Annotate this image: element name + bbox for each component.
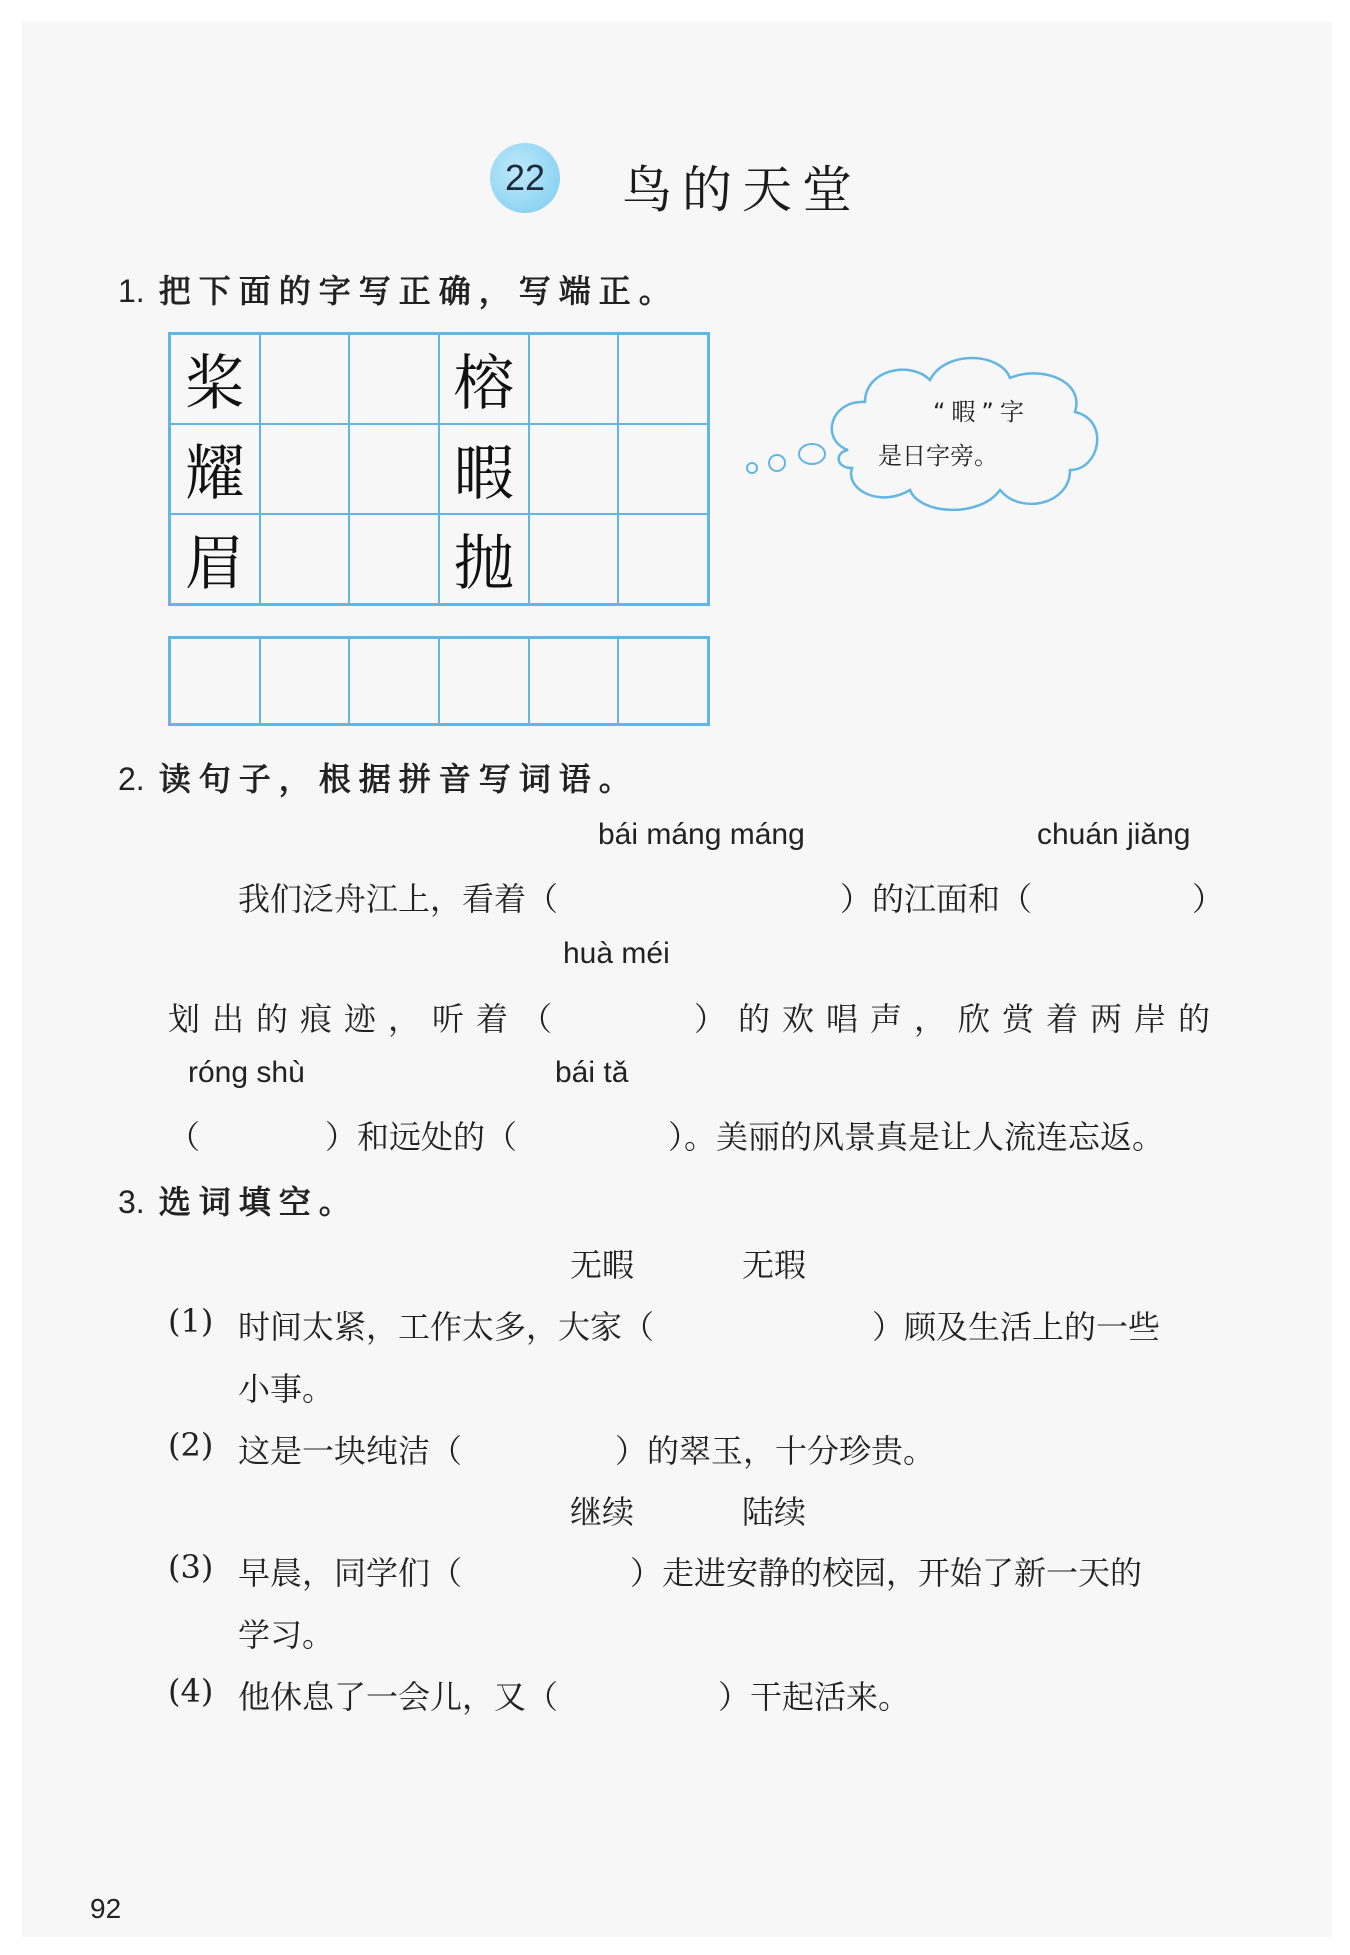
char-box: 榕 — [439, 334, 529, 424]
word-option-1: 无暇 — [570, 1246, 635, 1284]
question-1-prompt: 把下面的字写正确，写端正。 — [158, 272, 679, 310]
item-3-text-c: 学习。 — [238, 1616, 335, 1654]
blank-box[interactable] — [260, 638, 350, 724]
blank-box[interactable] — [260, 514, 350, 604]
item-1-text-c: 小事。 — [238, 1370, 335, 1408]
item-4-number: (4) — [168, 1672, 214, 1710]
question-2-number: 2. — [118, 761, 145, 797]
item-3-number: (3) — [168, 1548, 214, 1586]
pinyin-5: bái tǎ — [555, 1056, 629, 1089]
item-3-text-a: 早晨，同学们（ — [238, 1554, 463, 1592]
q2-line-2b: ）的欢唱声，欣赏着两岸的 — [694, 1000, 1223, 1038]
question-3-number: 3. — [118, 1184, 145, 1220]
blank-box[interactable] — [349, 514, 439, 604]
blank-box[interactable] — [529, 334, 619, 424]
blank-box[interactable] — [618, 334, 708, 424]
char-box: 眉 — [170, 514, 260, 604]
item-2-text-b: ）的翠玉，十分珍贵。 — [615, 1432, 936, 1470]
word-option-2: 无瑕 — [742, 1246, 807, 1284]
item-1-text-b: ）顾及生活上的一些 — [872, 1308, 1161, 1346]
pinyin-2: chuán jiǎng — [1037, 818, 1191, 851]
cloud-hint — [878, 390, 1030, 478]
q2-line-1c: ） — [1192, 880, 1225, 918]
word-option-3: 继续 — [570, 1493, 635, 1531]
blank-box[interactable] — [529, 638, 619, 724]
char-box: 暇 — [439, 424, 529, 514]
cloud-hint-line-2: 是日字旁。 — [878, 442, 998, 470]
blank-box[interactable] — [349, 424, 439, 514]
char-box: 桨 — [170, 334, 260, 424]
item-4-text-a: 他休息了一会儿，又（ — [238, 1678, 559, 1716]
cloud-hint-line-1: “暇”字 — [933, 398, 1030, 426]
blank-box[interactable] — [618, 424, 708, 514]
question-2-prompt: 读句子，根据拼音写词语。 — [158, 760, 639, 798]
pinyin-3: huà méi — [563, 937, 670, 970]
blank-box[interactable] — [349, 638, 439, 724]
question-3-prompt: 选词填空。 — [158, 1183, 359, 1221]
q2-line-1a: 我们泛舟江上，看着（ — [238, 880, 559, 918]
blank-box[interactable] — [618, 638, 708, 724]
q2-line-1b: ）的江面和（ — [840, 880, 1033, 918]
item-2-text-a: 这是一块纯洁（ — [238, 1432, 463, 1470]
question-3-heading — [118, 1177, 359, 1223]
q2-line-3c: ）。美丽的风景真是让人流连忘返。 — [668, 1118, 1165, 1156]
item-1-text-a: 时间太紧，工作太多，大家（ — [238, 1308, 655, 1346]
page-number: 92 — [90, 1893, 122, 1924]
writing-grid-extra — [168, 636, 710, 726]
blank-box[interactable] — [349, 334, 439, 424]
lesson-title: 鸟的天堂 — [622, 161, 862, 219]
blank-box[interactable] — [529, 514, 619, 604]
char-box: 抛 — [439, 514, 529, 604]
q2-line-2a: 划出的痕迹，听着（ — [168, 1000, 565, 1038]
pinyin-4: róng shù — [188, 1056, 305, 1089]
item-3-text-b: ）走进安静的校园，开始了新一天的 — [630, 1554, 1143, 1592]
item-1-number: (1) — [168, 1302, 214, 1340]
blank-box[interactable] — [170, 638, 260, 724]
question-1-heading — [118, 266, 679, 312]
word-option-4: 陆续 — [742, 1493, 807, 1531]
pinyin-1: bái máng máng — [598, 818, 805, 851]
writing-grid-main — [168, 332, 710, 606]
char-box: 耀 — [170, 424, 260, 514]
blank-box[interactable] — [260, 424, 350, 514]
item-4-text-b: ）干起活来。 — [718, 1678, 911, 1716]
item-2-number: (2) — [168, 1426, 214, 1464]
blank-box[interactable] — [439, 638, 529, 724]
q2-line-3a: （ — [168, 1118, 201, 1156]
blank-box[interactable] — [529, 424, 619, 514]
q2-line-3b: ）和远处的（ — [325, 1118, 518, 1156]
lesson-number-badge: 22 — [490, 143, 560, 213]
question-2-heading — [118, 754, 639, 800]
blank-box[interactable] — [618, 514, 708, 604]
blank-box[interactable] — [260, 334, 350, 424]
question-1-number: 1. — [118, 273, 145, 309]
